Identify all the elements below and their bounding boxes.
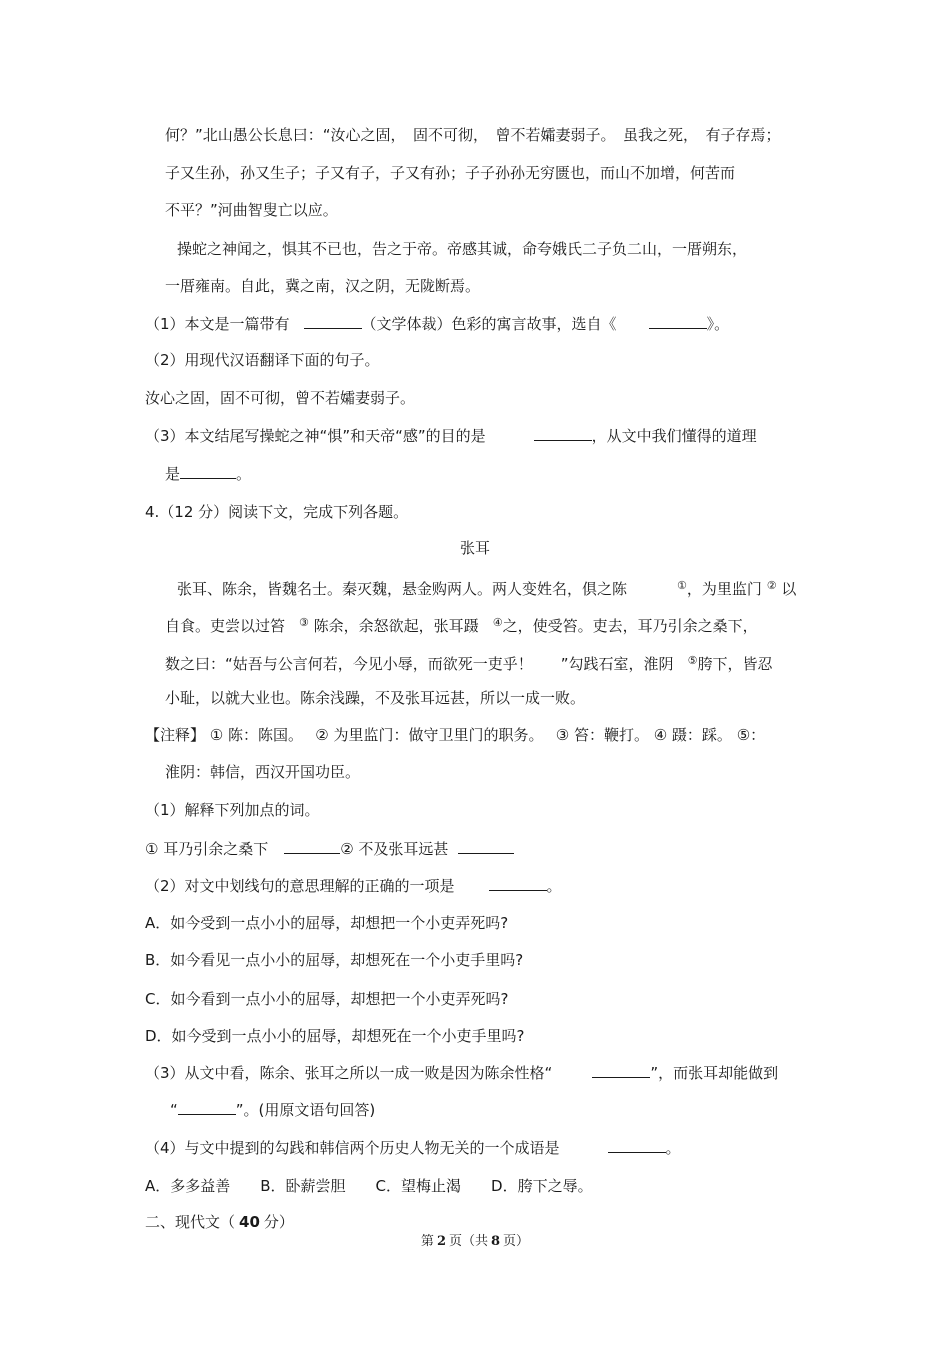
q4-subquestion-3: （3）从文中看，陈余、张耳之所以一成一败是因为陈余性格“ ”，而张耳却能做到 — [145, 1064, 779, 1082]
passage-line-3: 不平？”河曲智叟亡以应。 — [165, 201, 338, 219]
answer-blank[interactable] — [592, 1062, 650, 1078]
answer-blank[interactable] — [649, 313, 707, 329]
answer-blank[interactable] — [304, 313, 362, 329]
q3-subquestion-3-cont: 是 。 — [165, 465, 252, 483]
passage-line-4: 操蛇之神闻之，惧其不已也，告之于帝。帝感其诚，命夸娥氏二子负二山，一厝朔东， — [177, 240, 748, 258]
q4-subquestion-1-items: ① 耳乃引余之桑下 ② 不及张耳远甚 — [145, 838, 514, 859]
q4-subquestion-4-options: A．多多益善 B．卧薪尝胆 C．望梅止渴 D．胯下之辱。 — [145, 1177, 593, 1195]
q4-subquestion-4: （4）与文中提到的勾践和韩信两个历史人物无关的一个成语是 。 — [145, 1139, 681, 1157]
answer-blank[interactable] — [608, 1137, 666, 1153]
q4-notes: 【注释】 ① 陈：陈国。 ② 为里监门：做守卫里门的职务。 ③ 笞：鞭打。 ④ 蹑：踩。 ⑤： — [145, 726, 766, 744]
q4-passage-line-3: 数之曰：“姑吾与公言何若，今见小辱，而欲死一吏乎！ ”勾践石室，淮阴 ⑤胯下，皆忍 — [165, 654, 773, 673]
q4-option-c: C．如今看到一点小小的屈辱，却想把一个小吏弄死吗? — [145, 990, 509, 1008]
q3-subquestion-3: （3）本文结尾写操蛇之神“惧”和天帝“感”的目的是 ，从文中我们懂得的道理 — [145, 427, 757, 445]
q3-translate-sentence: 汝心之固，固不可彻，曾不若孀妻弱子。 — [145, 389, 416, 407]
passage-line-2: 子又生孙，孙又生子；子又有子，子又有孙；子子孙孙无穷匮也，而山不加增，何苦而 — [165, 164, 736, 182]
answer-blank[interactable] — [458, 838, 514, 854]
passage-line-5: 一厝雍南。自此，冀之南，汉之阴，无陇断焉。 — [165, 277, 481, 295]
q4-option-b: B．如今看见一点小小的屈辱，却想死在一个小吏手里吗? — [145, 951, 524, 969]
passage-line-1: 何？”北山愚公长息曰：“汝心之固， 固不可彻， 曾不若孀妻弱子。 虽我之死， 有子存焉； — [165, 126, 781, 144]
q4-header: 4.（12 分）阅读下文，完成下列各题。 — [145, 503, 409, 521]
answer-blank[interactable] — [180, 463, 236, 479]
q4-option-d: D．如今受到一点小小的屈辱，却想死在一个小吏手里吗? — [145, 1027, 525, 1045]
q4-passage-line-4: 小耻，以就大业也。陈余浅躁，不及张耳远甚，所以一成一败。 — [165, 689, 586, 707]
q4-subquestion-1: （1）解释下列加点的词。 — [145, 801, 320, 819]
q4-subquestion-2: （2）对文中划线句的意思理解的正确的一项是 。 — [145, 877, 562, 895]
page-footer: 第 2 页（共 8 页） — [420, 1234, 530, 1249]
q3-subquestion-2: （2）用现代汉语翻译下面的句子。 — [145, 351, 380, 369]
q4-passage-line-1: 张耳、陈余，皆魏名士。秦灭魏，悬金购两人。两人变姓名，俱之陈 ①，为里监门 ② 以 — [177, 579, 797, 598]
answer-blank[interactable] — [489, 875, 547, 891]
q4-option-a: A．如今受到一点小小的屈辱，却想把一个小吏弄死吗? — [145, 914, 509, 932]
q4-notes-cont: 淮阴：韩信，西汉开国功臣。 — [165, 763, 361, 781]
section-2-heading: 二、现代文（ 40 分） — [145, 1213, 294, 1231]
q4-passage-line-2: 自食。吏尝以过笞 ③ 陈余，余怒欲起，张耳蹑 ④之，使受笞。吏去，耳乃引余之桑下， — [165, 616, 758, 635]
answer-blank[interactable] — [178, 1099, 236, 1115]
q3-subquestion-1: （1）本文是一篇带有 （文学体裁）色彩的寓言故事，选自《 》。 — [145, 315, 730, 333]
q4-passage-title: 张耳 — [459, 539, 490, 557]
q4-subquestion-3-cont: “ ”。(用原文语句回答) — [170, 1101, 376, 1119]
answer-blank[interactable] — [534, 425, 592, 441]
answer-blank[interactable] — [284, 838, 340, 854]
